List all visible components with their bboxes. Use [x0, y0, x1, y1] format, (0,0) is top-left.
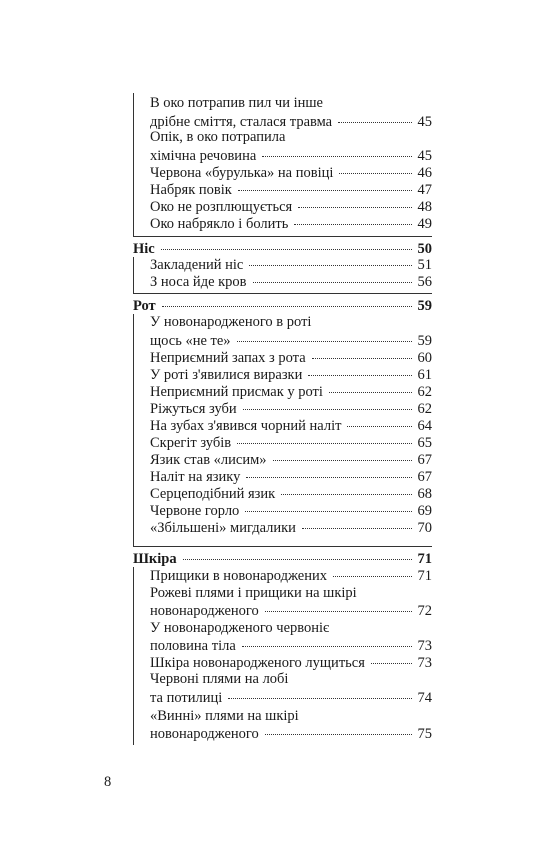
- dot-leader: [273, 460, 412, 461]
- toc-entry-page: 64: [417, 418, 432, 434]
- toc-entry-title: З носа йде кров: [150, 274, 247, 290]
- toc-entry-page: 73: [417, 638, 432, 654]
- toc-entry: [133, 519, 432, 538]
- dot-leader: [339, 173, 411, 174]
- toc-entry-title: новонародженого: [150, 726, 259, 742]
- dot-leader: [347, 426, 411, 427]
- toc-entry-page: 61: [417, 367, 432, 383]
- toc-entry-page: 62: [417, 401, 432, 417]
- dot-leader: [249, 265, 411, 266]
- toc-entry-page: 56: [417, 274, 432, 290]
- toc-entry-line: В око потрапив пил чи інше: [150, 95, 323, 111]
- toc-entry-page: 65: [417, 435, 432, 451]
- toc-entry-title: хімічна речовина: [150, 148, 257, 164]
- dot-leader: [265, 611, 412, 612]
- toc-entry-page: 45: [417, 148, 432, 164]
- toc-entry-line: «Винні» плями на шкірі: [150, 708, 299, 724]
- dot-leader: [246, 477, 411, 478]
- toc-entry-title: На зубах з'явився чорний наліт: [150, 418, 342, 434]
- toc-entry-page: 67: [417, 469, 432, 485]
- toc-entry-title: Шкіра новонародженого лущиться: [150, 655, 365, 671]
- dot-leader: [329, 392, 412, 393]
- toc-entry-page: 67: [417, 452, 432, 468]
- dot-leader: [371, 663, 412, 664]
- toc-entry-page: 70: [417, 520, 432, 536]
- toc-entry-page: 74: [417, 690, 432, 706]
- dot-leader: [237, 443, 411, 444]
- toc-entry-title: Язик став «лисим»: [150, 452, 267, 468]
- toc-entry-line: У новонародженого в роті: [150, 314, 312, 330]
- toc-section-page: 71: [417, 551, 432, 567]
- dot-leader: [308, 375, 411, 376]
- section-rule: [133, 293, 432, 294]
- toc-entry-title: «Збільшені» мигдалики: [150, 520, 296, 536]
- dot-leader: [243, 409, 412, 410]
- dot-leader: [298, 207, 411, 208]
- toc-entry: [133, 689, 432, 708]
- toc-entry-page: 62: [417, 384, 432, 400]
- dot-leader: [183, 559, 412, 560]
- toc-entry-page: 60: [417, 350, 432, 366]
- toc-entry-page: 73: [417, 655, 432, 671]
- toc-entry-page: 75: [417, 726, 432, 742]
- toc-entry-title: Ріжуться зуби: [150, 401, 237, 417]
- toc-entry-title: та потилиці: [150, 690, 223, 706]
- toc-entry-title: Око набрякло і болить: [150, 216, 289, 232]
- toc-entry-title: Скрегіт зубів: [150, 435, 232, 451]
- dot-leader: [242, 646, 412, 647]
- toc-entry-title: новонародженого: [150, 603, 259, 619]
- dot-leader: [161, 249, 412, 250]
- toc-entry-page: 47: [417, 182, 432, 198]
- toc-section-title: Рот: [133, 298, 156, 314]
- toc-entry-title: Серцеподібний язик: [150, 486, 276, 502]
- section-rule: [133, 546, 432, 547]
- toc-entry-page: 51: [417, 257, 432, 273]
- dot-leader: [262, 156, 411, 157]
- toc-entry-page: 59: [417, 333, 432, 349]
- toc-entry-title: Набряк повік: [150, 182, 232, 198]
- toc-section-page: 50: [417, 241, 432, 257]
- toc-entry-title: У роті з'явилися виразки: [150, 367, 303, 383]
- toc-entry-page: 49: [417, 216, 432, 232]
- dot-leader: [265, 734, 412, 735]
- toc-section-title: Ніс: [133, 241, 155, 257]
- dot-leader: [237, 341, 412, 342]
- dot-leader: [312, 358, 412, 359]
- dot-leader: [333, 576, 411, 577]
- toc-entry: [133, 215, 432, 234]
- toc-entry: [133, 725, 432, 744]
- toc-entry-line: Червоні плями на лобі: [150, 671, 289, 687]
- toc-section-page: 59: [417, 298, 432, 314]
- toc-entry-page: 45: [417, 114, 432, 130]
- toc-entry-page: 69: [417, 503, 432, 519]
- dot-leader: [162, 306, 412, 307]
- toc-entry-line: Опік, в око потрапила: [150, 129, 286, 145]
- toc-entry-page: 72: [417, 603, 432, 619]
- toc-entry-line: Рожеві плями і прищики на шкірі: [150, 585, 357, 601]
- toc-entry-title: Око не розплющується: [150, 199, 293, 215]
- toc-entry: [133, 273, 432, 292]
- toc-entry-title: Наліт на язику: [150, 469, 241, 485]
- toc-entry-title: Прищики в новонароджених: [150, 568, 328, 584]
- toc-entry-line: У новонародженого червоніє: [150, 620, 330, 636]
- dot-leader: [302, 528, 412, 529]
- toc-entry-title: Неприємний присмак у роті: [150, 384, 323, 400]
- dot-leader: [253, 282, 412, 283]
- dot-leader: [281, 494, 411, 495]
- toc-entry-page: 68: [417, 486, 432, 502]
- toc-entry-title: Закладений ніс: [150, 257, 244, 273]
- toc-entry-title: Неприємний запах з рота: [150, 350, 306, 366]
- dot-leader: [228, 698, 411, 699]
- dot-leader: [238, 190, 412, 191]
- page-number: 8: [104, 774, 112, 790]
- toc-entry-title: Червона «бурулька» на повіці: [150, 165, 334, 181]
- toc-entry-title: Червоне горло: [150, 503, 240, 519]
- toc-entry-page: 48: [417, 199, 432, 215]
- toc-entry-title: щось «не те»: [150, 333, 231, 349]
- dot-leader: [294, 224, 411, 225]
- toc-entry-title: дрібне сміття, сталася травма: [150, 114, 333, 130]
- section-rule: [133, 236, 432, 237]
- dot-leader: [245, 511, 411, 512]
- toc-entry-page: 46: [417, 165, 432, 181]
- toc-section-title: Шкіра: [133, 551, 177, 567]
- dot-leader: [338, 122, 411, 123]
- toc-entry-page: 71: [417, 568, 432, 584]
- toc-entry-title: половина тіла: [150, 638, 236, 654]
